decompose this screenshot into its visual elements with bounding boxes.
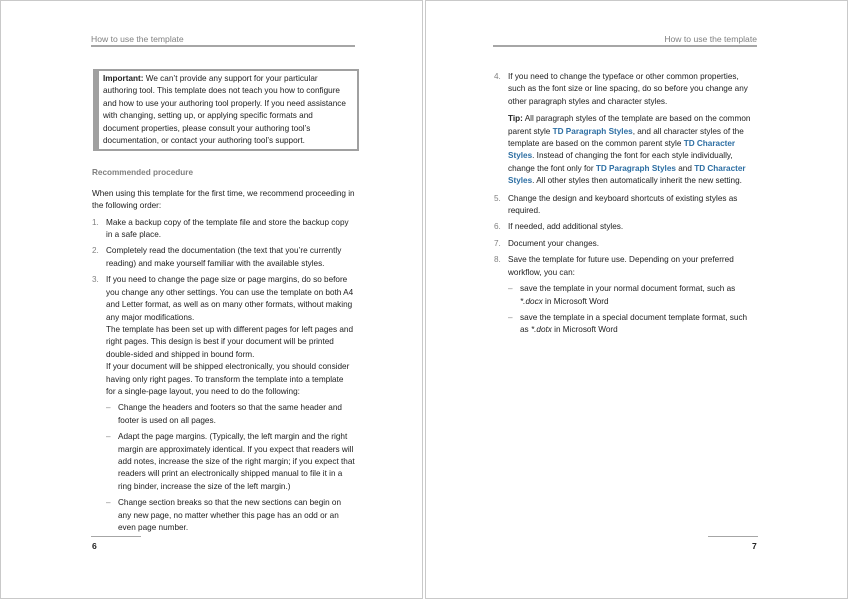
list-item	[494, 254, 758, 279]
dash-list-item	[92, 497, 355, 534]
tip-text: , and all character styles of the template are based on the common parent style	[508, 126, 744, 149]
style-reference: TD Character Styles	[508, 139, 736, 161]
list-item	[494, 71, 758, 108]
right-page	[425, 0, 848, 599]
file-extension: *.docx	[520, 296, 543, 306]
footer-rule	[708, 536, 758, 537]
tip-text: . Instead of changing the font for each style individually, change the font only for	[508, 151, 733, 173]
section-heading: Recommended procedure	[92, 168, 194, 178]
list-number: 7.	[494, 238, 501, 248]
list-item	[494, 193, 758, 218]
tip-text: All paragraph styles of the template are based on the common parent style	[508, 114, 751, 136]
style-reference: TD Character Styles	[508, 163, 746, 186]
dash-item-text: in Microsoft Word	[545, 296, 609, 306]
dash-list-item	[494, 312, 758, 337]
list-text: If you need to change the typeface or other common properties, such as the font size or line spacing, do so before you change any other paragraph styles and character styles.	[508, 72, 748, 106]
dash-item-text: Adapt the page margins. (Typically, the left margin and the right margin are approximately identical. If you expect that readers will add notes, increase the size of the right margin; if you expect that readers will print an electronically shipped manual to file it in a ring binder, increase the size of the left margin.)	[118, 432, 355, 491]
file-extension: *.dotx	[530, 325, 552, 335]
dash-list-item	[92, 431, 355, 493]
list-number: 6.	[494, 222, 501, 232]
header-rule	[493, 45, 757, 47]
list-text: If you need to change the page size or page margins, do so before you change any other settings. You can use the template on both A4 and Letter format, as well as on many other formats, without making any major modifications.	[106, 275, 354, 322]
list-item	[92, 245, 355, 270]
dash-list-item	[494, 283, 758, 308]
list-number: 4.	[494, 72, 501, 81]
dash-bullet: –	[106, 403, 111, 413]
list-text: Make a backup copy of the template file and store the backup copy in a safe place.	[106, 217, 349, 240]
running-header: How to use the template	[91, 34, 184, 44]
footer-rule	[91, 536, 141, 537]
intro-paragraph: When using this template for the first time, we recommend proceeding in the following order:	[92, 188, 355, 211]
dash-bullet: –	[508, 312, 513, 322]
tip-text: and	[678, 163, 692, 173]
list-number: 2.	[92, 246, 99, 256]
left-page	[0, 0, 423, 599]
list-item	[92, 217, 355, 242]
tip-label: Tip:	[508, 114, 523, 124]
list-text: Save the template for future use. Depending on your preferred workflow, you can:	[508, 255, 734, 277]
list-number: 8.	[494, 255, 501, 265]
dash-bullet: –	[508, 284, 513, 294]
style-reference: TD Paragraph Styles	[595, 163, 676, 173]
dash-list-item	[92, 402, 355, 427]
tip-note	[494, 113, 758, 187]
dash-item-text: save the template in your normal document format, such as	[520, 284, 736, 294]
dash-bullet: –	[106, 498, 111, 508]
style-reference: TD Paragraph Styles	[552, 126, 633, 136]
dash-item-text: save the template in a special document template format, such as	[520, 312, 748, 335]
list-number: 3.	[92, 275, 99, 285]
list-text: Document your changes.	[508, 238, 600, 248]
right-page-content	[494, 71, 758, 341]
list-text: If needed, add additional styles.	[508, 222, 624, 232]
list-item	[494, 221, 758, 233]
dash-item-text: Change the headers and footers so that the same header and footer is used on all pages.	[118, 403, 342, 425]
list-text: Completely read the documentation (the text that you’re currently reading) and make yourself familiar with the available styles.	[106, 246, 342, 268]
header-rule	[91, 45, 355, 47]
page-number: 7	[752, 541, 757, 551]
dash-item-text: in Microsoft Word	[554, 325, 618, 335]
list-item	[494, 238, 758, 250]
important-label: Important:	[103, 74, 144, 83]
list-item	[92, 274, 355, 324]
dash-item-text: Change section breaks so that the new sections can begin on any new page, no matter whether this page has an odd or an even page number.	[118, 498, 342, 532]
left-page-content	[92, 69, 355, 534]
sub-paragraph: The template has been set up with different pages for left pages and right pages. This design is best if your document will be printed double-sided and shipped in bound form.	[106, 324, 354, 359]
list-number: 1.	[92, 217, 99, 227]
list-text: Change the design and keyboard shortcuts of existing styles as required.	[508, 193, 738, 216]
dash-bullet: –	[106, 432, 111, 442]
list-number: 5.	[494, 193, 501, 203]
page-number: 6	[92, 541, 97, 551]
important-box	[93, 69, 359, 151]
tip-text: . All other styles then automatically inherit the new setting.	[532, 176, 742, 186]
sub-paragraph: If your document will be shipped electronically, you should consider having only right pages. To transform the template into a template for a single-page layout, you need to do the following:	[106, 362, 350, 396]
important-text: We can’t provide any support for your particular authoring tool. This template does not teach you how to configure and how to use your authoring tool properly. If you need assistance with changing, setting up, or applying specific formats and document properties, please consult your authoring tool’s documentation, or contact your authoring tool’s support.	[103, 74, 346, 146]
running-header: How to use the template	[664, 34, 757, 44]
